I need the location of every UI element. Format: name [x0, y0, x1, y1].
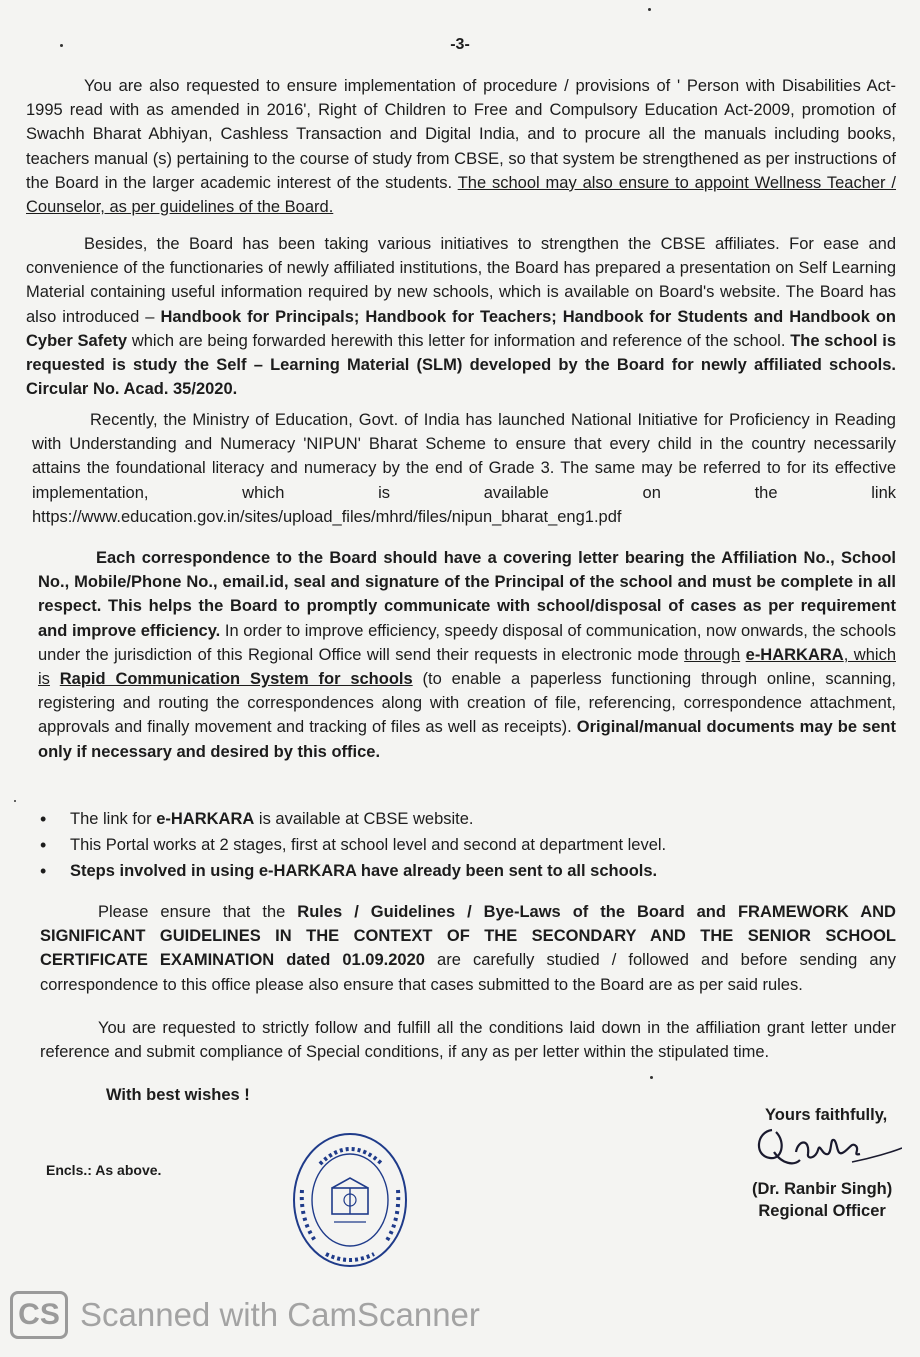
underline-through: through	[684, 645, 741, 664]
handwritten-signature	[752, 1112, 902, 1186]
bullet-text: The link for	[70, 810, 152, 828]
wellness-teacher-note: The school may also ensure to appoint Wellness Teacher / Counselor, as per guidelines of the Board.	[26, 173, 897, 217]
bullet-text: This Portal works at 2 stages, first at school level and second at department level.	[70, 836, 667, 854]
paragraph-conditions	[40, 1016, 896, 1064]
paragraph-text: Recently, the Ministry of Education, Govt. of India has launched National Initiative for Proficiency in Reading with Understanding and Numeracy 'NIPUN' Bharat Scheme to ensure that every child in the country necessarily attains the foundational literacy and numeracy by the end of Grade 3. The same may be referred to for its effective implementation, which is available on the link	[32, 411, 896, 502]
camscanner-logo: CS	[10, 1291, 68, 1339]
paragraph-text: In order to improve efficiency, speedy disposal of communication, now onwards, the schools under the jurisdiction of this Regional Office will send their requests in electronic mode	[38, 621, 897, 664]
camscanner-text: Scanned with CamScanner	[80, 1296, 480, 1333]
scan-speck	[650, 1076, 653, 1079]
scan-speck	[60, 44, 63, 47]
paragraph-text-2: (to enable a paperless functioning through online, scanning, registering and routing the correspondences along with creation of file, referencing, correspondence attachment, approvals and finally movement and tracking of files as well as receipts).	[38, 670, 896, 737]
bullet-item	[38, 858, 878, 884]
page-number: -3-	[450, 36, 470, 53]
e-harkara-name: e-HARKARA	[745, 645, 844, 664]
covering-letter-requirements: Each correspondence to the Board should have a covering letter bearing the Affiliation No., School No., Mobile/Phone No., email.id, seal and signature of the Principal of the school and must be complete in all respect. This helps the Board to promptly communicate with school/disposal of cases as per requirement and improve efficiency.	[38, 549, 896, 640]
closing-yours-faithfully: Yours faithfully,	[765, 1106, 888, 1124]
bullet-bold: e-HARKARA	[156, 810, 255, 828]
slm-circular-note: The school is requested is study the Self – Learning Material (SLM) developed by the Board for newly affiliated schools. Circular No. Acad. 35/2020.	[26, 331, 897, 399]
paragraph-correspondence	[38, 546, 896, 764]
enclosure-note: Encls.: As above.	[46, 1162, 162, 1178]
scan-speck	[14, 800, 16, 802]
paragraph-text: You are also requested to ensure implementation of procedure / provisions of ' Person with Disabilities Act-1995 read with as amended in 2016', Right of Children to Free and Compulsory Education Act-2009, promotion of Swachh Bharat Abhiyan, Cashless Transaction and Digital India, and to procure all the manuals including books, teachers manual (s) pertaining to the course of study from CBSE, so that system be strengthened as per instructions of the Board in the larger academic interest of the students.	[26, 77, 896, 192]
rules-framework-title: Rules / Guidelines / Bye-Laws of the Board and FRAMEWORK AND SIGNIFICANT GUIDELINES IN THE CONTEXT OF THE SECONDARY AND THE SENIOR SCHOOL CERTIFICATE EXAMINATION dated 01.09.2020	[40, 903, 896, 970]
nipun-bharat-link[interactable]: https://www.education.gov.in/sites/upload_files/mhrd/files/nipun_bharat_eng1.pdf	[32, 507, 622, 526]
paragraph-text-2: which are being forwarded herewith this letter for information and reference of the school.	[131, 331, 786, 350]
paragraph-text: You are requested to strictly follow and fulfill all the conditions laid down in the affiliation grant letter under reference and submit compliance of Special conditions, if any as per letter within the stipulated time.	[40, 1019, 896, 1062]
rapid-communication-system: Rapid Communication System for schools	[59, 670, 413, 689]
bullet-text: Steps involved in using e-HARKARA have already been sent to all schools.	[70, 862, 658, 880]
paragraph-disabilities-act	[26, 74, 896, 219]
paragraph-text: Besides, the Board has been taking various initiatives to strengthen the CBSE affiliates. For ease and convenience of the functionaries of newly affiliated institutions, the Board has prepared a presentation on Self Learning Material containing useful information required by new schools, which is available on Board's website. The Board has also introduced –	[26, 235, 896, 326]
camscanner-watermark	[10, 1290, 480, 1340]
signer-block	[752, 1178, 892, 1222]
scan-speck	[648, 8, 651, 11]
bullet-text-end: is available at CBSE website.	[258, 810, 474, 828]
bullet-item	[38, 832, 878, 858]
closing-wishes: With best wishes !	[106, 1086, 250, 1104]
bullet-item	[38, 806, 878, 832]
paragraph-text: Please ensure that the	[98, 903, 286, 921]
signer-name: (Dr. Ranbir Singh)	[752, 1180, 893, 1198]
paragraph-text-2: are carefully studied / followed and before sending any correspondence to this office please also ensure that cases submitted to the Board are as per said rules.	[40, 951, 896, 994]
paragraph-rules-guidelines	[40, 900, 896, 997]
paragraph-nipun-bharat	[32, 408, 896, 529]
paragraph-initiatives	[26, 232, 896, 401]
e-harkara-bullets	[38, 806, 878, 884]
handbooks-list: Handbook for Principals; Handbook for Teachers; Handbook for Students and Handbook on Cyber Safety	[26, 307, 897, 350]
official-seal-stamp	[290, 1130, 410, 1270]
underline-which-is: , which is	[38, 645, 896, 689]
original-documents-note: Original/manual documents may be sent only if necessary and desired by this office.	[38, 718, 897, 761]
signer-title: Regional Officer	[758, 1202, 886, 1220]
